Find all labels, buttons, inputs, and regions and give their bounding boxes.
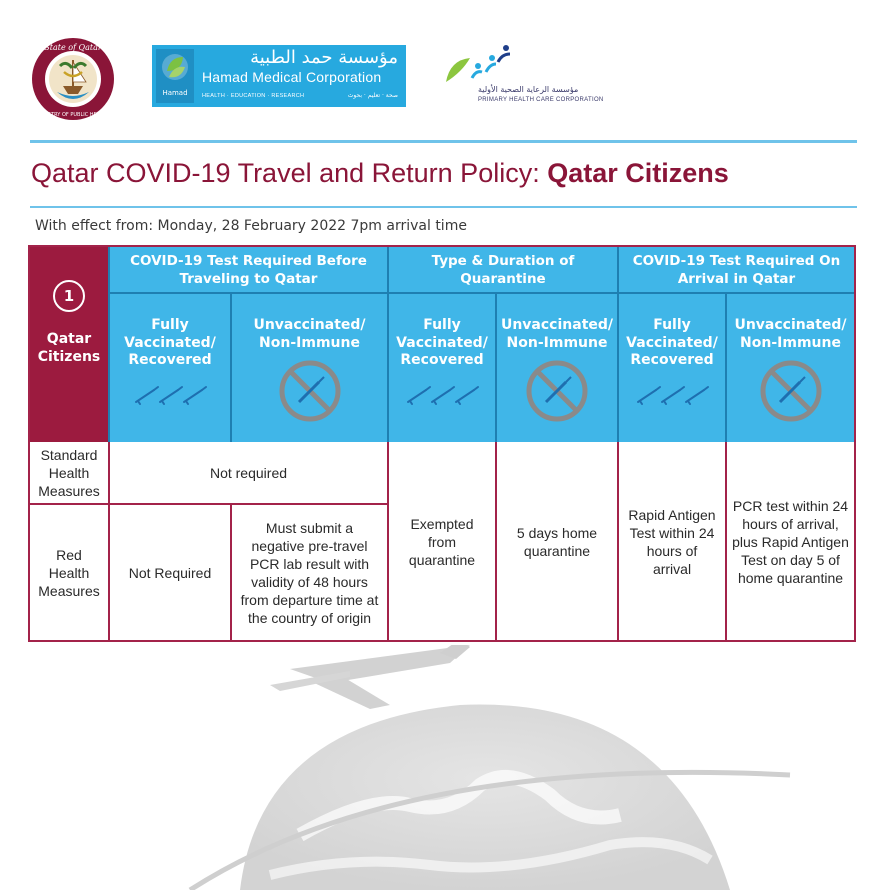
subheader-vaccinated-label: Fully Vaccinated/ Recovered bbox=[626, 317, 718, 368]
table-divider bbox=[387, 442, 389, 641]
header-divider bbox=[387, 246, 389, 442]
no-vaccine-icon bbox=[756, 356, 826, 426]
effective-date: With effect from: Monday, 28 February 2022 7pm arrival time bbox=[35, 218, 467, 234]
syringes-icon bbox=[130, 384, 210, 406]
title-divider bbox=[30, 206, 857, 208]
subheader-unvaccinated-label: Unvaccinated/ Non-Immune bbox=[500, 317, 614, 351]
phcc-arabic-name: مؤسسة الرعاية الصحية الأولية bbox=[478, 85, 579, 94]
quarantine-unvaccinated-cell: 5 days home quarantine bbox=[496, 442, 618, 641]
syringes-icon bbox=[632, 384, 712, 406]
header-divider bbox=[230, 293, 232, 442]
arrival-unvaccinated-cell: PCR test within 24 hours of arrival, plus Rapid Antigen Test on day 5 of home quarantine bbox=[726, 442, 855, 641]
hmc-tagline-arabic: صحة · تعليم · بحوث bbox=[347, 92, 398, 99]
top-divider bbox=[30, 140, 857, 143]
syringes-icon bbox=[402, 384, 482, 406]
header-divider bbox=[495, 293, 497, 442]
subheader-vaccinated-quarantine bbox=[388, 293, 496, 442]
title-bold: Qatar Citizens bbox=[547, 158, 729, 188]
header-logos bbox=[0, 0, 883, 140]
table-divider bbox=[725, 442, 727, 641]
table-divider bbox=[230, 504, 232, 641]
subheader-unvaccinated-before bbox=[231, 293, 388, 442]
subheader-unvaccinated-quarantine bbox=[496, 293, 618, 442]
phcc-people-icon bbox=[440, 42, 520, 88]
table-divider bbox=[108, 442, 110, 641]
primary-health-care-logo bbox=[440, 42, 620, 108]
group-header-quarantine: Type & Duration of Quarantine bbox=[388, 246, 618, 293]
globe-plane-background bbox=[150, 645, 883, 890]
quarantine-vaccinated-cell: Exempted from quarantine bbox=[388, 442, 496, 641]
qatar-citizens-label: Qatar Citizens bbox=[37, 331, 101, 365]
header-divider bbox=[617, 246, 619, 442]
phcc-english-name: PRIMARY HEALTH CARE CORPORATION bbox=[478, 97, 604, 103]
table-divider bbox=[495, 442, 497, 641]
subheader-vaccinated-arrival bbox=[618, 293, 726, 442]
red-before-vaccinated-cell: Not Required bbox=[109, 504, 231, 641]
group-header-test-arrival: COVID-19 Test Required On Arrival in Qatar bbox=[618, 246, 855, 293]
hmc-tagline: HEALTH · EDUCATION · RESEARCH bbox=[202, 93, 305, 99]
subheader-vaccinated-before bbox=[109, 293, 231, 442]
hmc-short-name: Hamad bbox=[162, 89, 188, 97]
row-number-circle: 1 bbox=[53, 280, 85, 312]
table-divider bbox=[29, 503, 388, 505]
standard-before-cell: Not required bbox=[109, 442, 388, 504]
hmc-english-name: Hamad Medical Corporation bbox=[202, 69, 382, 85]
red-before-unvaccinated-cell: Must submit a negative pre-travel PCR lab result with validity of 48 hours from departure time at the country of origin bbox=[231, 504, 388, 641]
subheader-unvaccinated-label: Unvaccinated/ Non-Immune bbox=[734, 317, 847, 351]
header-divider bbox=[725, 293, 727, 442]
no-vaccine-icon bbox=[522, 356, 592, 426]
svg-text:State of Qatar: State of Qatar bbox=[44, 43, 102, 52]
header-divider bbox=[109, 292, 855, 294]
subheader-unvaccinated-label: Unvaccinated/ Non-Immune bbox=[253, 317, 366, 351]
title-prefix: Qatar COVID-19 Travel and Return Policy: bbox=[31, 158, 548, 188]
subheader-vaccinated-label: Fully Vaccinated/ Recovered bbox=[396, 317, 488, 368]
hamad-medical-corporation-logo bbox=[152, 45, 406, 107]
subheader-vaccinated-label: Fully Vaccinated/ Recovered bbox=[124, 317, 216, 368]
header-divider bbox=[108, 246, 110, 442]
qatar-citizens-label-cell bbox=[29, 246, 109, 442]
row-label-red: Red Health Measures bbox=[29, 504, 109, 641]
page-title bbox=[31, 158, 729, 189]
group-header-test-before: COVID-19 Test Required Before Traveling to Qatar bbox=[109, 246, 388, 293]
ministry-of-public-health-logo bbox=[30, 36, 116, 122]
no-vaccine-icon bbox=[275, 356, 345, 426]
arrival-vaccinated-cell: Rapid Antigen Test within 24 hours of arrival bbox=[618, 442, 726, 641]
table-divider bbox=[617, 442, 619, 641]
svg-text:MINISTRY OF PUBLIC HEALTH: MINISTRY OF PUBLIC HEALTH bbox=[36, 112, 110, 118]
hmc-arabic-name: مؤسسة حمد الطبية bbox=[250, 47, 398, 68]
row-label-standard: Standard Health Measures bbox=[29, 442, 109, 504]
subheader-unvaccinated-arrival bbox=[726, 293, 855, 442]
